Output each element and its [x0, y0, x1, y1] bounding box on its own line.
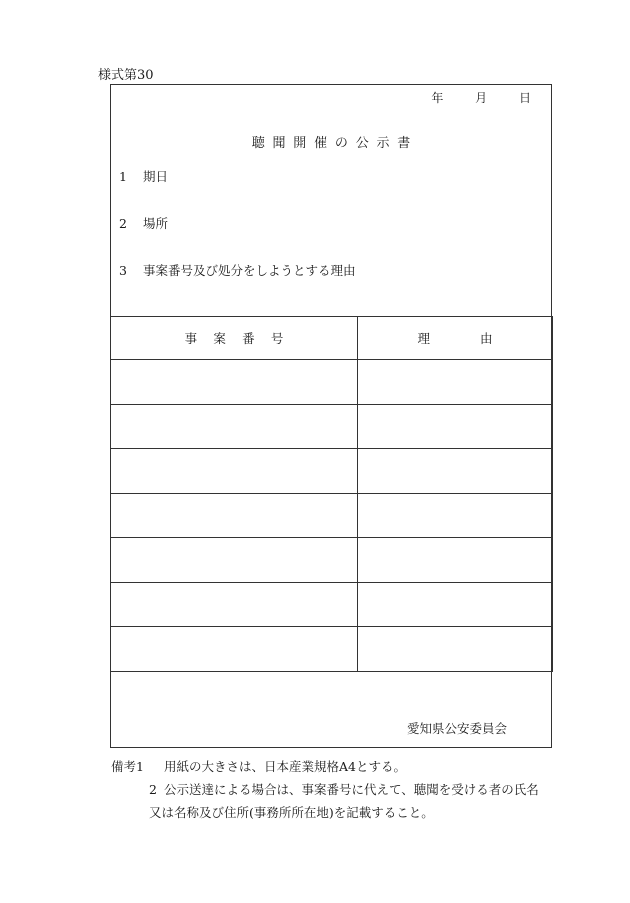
- case-number-cell[interactable]: [111, 582, 358, 627]
- date-line: [403, 89, 531, 106]
- case-number-cell[interactable]: [111, 493, 358, 538]
- item-date: [119, 167, 168, 185]
- date-year-label: 年: [431, 91, 444, 105]
- item-label: 場所: [143, 216, 169, 231]
- table-row: [111, 404, 553, 449]
- item-case-reason: [119, 261, 356, 279]
- header-case-number: 事案番号: [111, 317, 358, 360]
- item-place: [119, 214, 168, 232]
- note-text: 又は名称及び住所(事務所所在地)を記載すること。: [149, 805, 434, 820]
- item-number: 3: [119, 263, 127, 278]
- note-2: [111, 778, 539, 801]
- item-number: 1: [119, 169, 127, 184]
- note-text: 用紙の大きさは、日本産業規格A4とする。: [164, 759, 406, 774]
- item-number: 2: [119, 216, 127, 231]
- case-table: [110, 316, 553, 672]
- item-label: 事案番号及び処分をしようとする理由: [143, 263, 356, 278]
- case-number-cell[interactable]: [111, 404, 358, 449]
- issuer-name: 愛知県公安委員会: [406, 721, 507, 736]
- note-label: 備考1: [111, 759, 144, 774]
- table-row: [111, 582, 553, 627]
- reason-cell[interactable]: [358, 538, 553, 583]
- reason-cell[interactable]: [358, 449, 553, 494]
- reason-cell[interactable]: [358, 627, 553, 672]
- reason-cell[interactable]: [358, 582, 553, 627]
- table-row: [111, 449, 553, 494]
- note-number: 2: [149, 782, 157, 797]
- case-number-cell[interactable]: [111, 360, 358, 405]
- item-label: 期日: [143, 169, 169, 184]
- note-text: 公示送達による場合は、事案番号に代えて、聴聞を受ける者の氏名: [164, 782, 539, 797]
- reason-cell[interactable]: [358, 360, 553, 405]
- table-header-row: [111, 317, 553, 360]
- notes: [111, 755, 539, 824]
- form-number: 様式第30: [98, 68, 154, 83]
- table-row: [111, 360, 553, 405]
- table-row: [111, 627, 553, 672]
- case-number-cell[interactable]: [111, 449, 358, 494]
- table-row: [111, 493, 553, 538]
- note-2-continued: [111, 801, 539, 824]
- header-reason: 理由: [358, 317, 553, 360]
- reason-cell[interactable]: [358, 493, 553, 538]
- case-number-cell[interactable]: [111, 538, 358, 583]
- reason-cell[interactable]: [358, 404, 553, 449]
- date-month-label: 月: [475, 91, 488, 105]
- notice-frame: [110, 84, 552, 748]
- notice-title: 聴聞開催の公示書: [251, 136, 419, 151]
- date-day-label: 日: [518, 91, 531, 105]
- note-1: [111, 755, 539, 778]
- table-row: [111, 538, 553, 583]
- case-number-cell[interactable]: [111, 627, 358, 672]
